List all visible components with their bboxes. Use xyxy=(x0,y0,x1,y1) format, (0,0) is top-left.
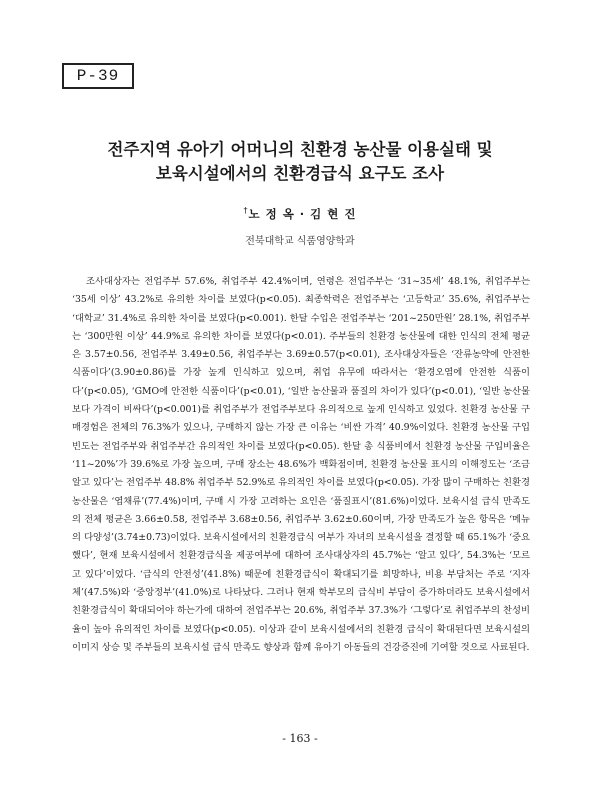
corresponding-author-mark: † xyxy=(243,206,249,216)
abstract-body: 조사대상자는 전업주부 57.6%, 취업주부 42.4%이며, 연령은 전업주부는 ‘31~35세’ 48.1%, 취업주부는 ‘35세 이상’ 43.2%로 유의한 차이를 보였다(p<0.05). 최종학력은 전업주부는 ‘고등학교’ 35.6%, 취업주부는 ‘대학교’ 31.4%로 유의한 차이를 보였다(p<0.001). 한달 수입은 전업주부는 ‘201~250만원’ 28.1%, 취업주부는 ‘300만원 이상’ 44.9%로 유의한 차이를 보였다(p<0.01). 주부들의 친환경 농산물에 대한 인식의 전체 평균은 3.57±0.56, 전업주부 3.49±0.56, 취업주부는 3.69±0.57(p<0.01), 조사대상자들은 ‘잔류농약에 안전한 식품이다’(3.90±0.86)를 가장 높게 인식하고 있으며, 취업 유무에 따라서는 ‘환경오염에 안전한 식품이다’(p<0.05), ‘GMO에 안전한 식품이다’(p<0.01), ‘일반 농산물과 품질의 차이가 있다’(p<0.01), ‘일반 농산물보다 가격이 비싸다’(p<0.001)를 취업주부가 전업주부보다 유의적으로 높게 인식하고 있었다. 친환경 농산물 구매경험은 전체의 76.3%가 있으나, 구매하지 않는 가장 큰 이유는 ‘비싼 가격’ 40.9%이었다. 친환경 농산물 구입 빈도는 전업주부와 취업주부간 유의적인 차이를 보였다(p<0.05). 한달 총 식품비에서 친환경 농산물 구입비율은 ‘11~20%’가 39.6%로 가장 높으며, 구매 장소는 48.6%가 백화점이며, 친환경 농산물 표시의 이해정도는 ‘조금 알고 있다’는 전업주부 48.8% 취업주부 52.9%로 유의적인 차이를 보였다(p<0.05). 가장 많이 구매하는 친환경 농산물은 ‘엽채류’(77.4%)이며, 구매 시 가장 고려하는 요인은 ‘품질표시’(81.6%)이었다. 보육시설 급식 만족도의 전체 평균은 3.66±0.58, 전업주부 3.68±0.56, 취업주부 3.62±0.60이며, 가장 만족도가 높은 항목은 ‘메뉴의 다양성’(3.74±0.73)이었다. 보육시설에서의 친환경급식 여부가 자녀의 보육시설을 결정할 때 65.1%가 ‘중요했다’, 현재 보육시설에서 친환경급식을 제공여부에 대하여 조사대상자의 45.7%는 ‘알고 있다’, 54.3%는 ‘모르고 있다’이었다. ‘급식의 안전성’(41.8%) 때문에 친환경급식이 확대되기를 희망하나, 비용 부담처는 주로 ‘지자체’(47.5%)와 ‘중앙정부’(41.0%)로 나타났다. 그러나 현재 학부모의 급식비 부담이 증가하더라도 보육시설에서 친환경급식이 확대되어야 하는가에 대하여 전업주부는 20.6%, 취업주부 37.3%가 ‘그렇다’로 취업주부의 찬성비율이 높아 유의적인 차이를 보였다(p<0.05). 이상과 같이 보육시설에서의 친환경 급식이 확대된다면 보육시설의 이미지 상승 및 주부들의 보육시설 급식 만족도 향상과 함께 유아기 아동들의 건강증진에 기여할 것으로 사료된다. xyxy=(72,276,530,653)
paper-title xyxy=(40,138,560,186)
author-names: 노 정 옥 · 김 현 진 xyxy=(248,207,357,221)
author-list xyxy=(0,206,600,222)
affiliation: 전북대학교 식품영양학과 xyxy=(245,236,355,247)
title-line-2: 보육시설에서의 친환경급식 요구도 조사 xyxy=(155,164,445,183)
title-line-1: 전주지역 유아기 어머니의 친환경 농산물 이용실태 및 xyxy=(107,140,493,159)
page-number: - 163 - xyxy=(282,732,318,745)
poster-number-badge: P-39 xyxy=(62,63,134,89)
